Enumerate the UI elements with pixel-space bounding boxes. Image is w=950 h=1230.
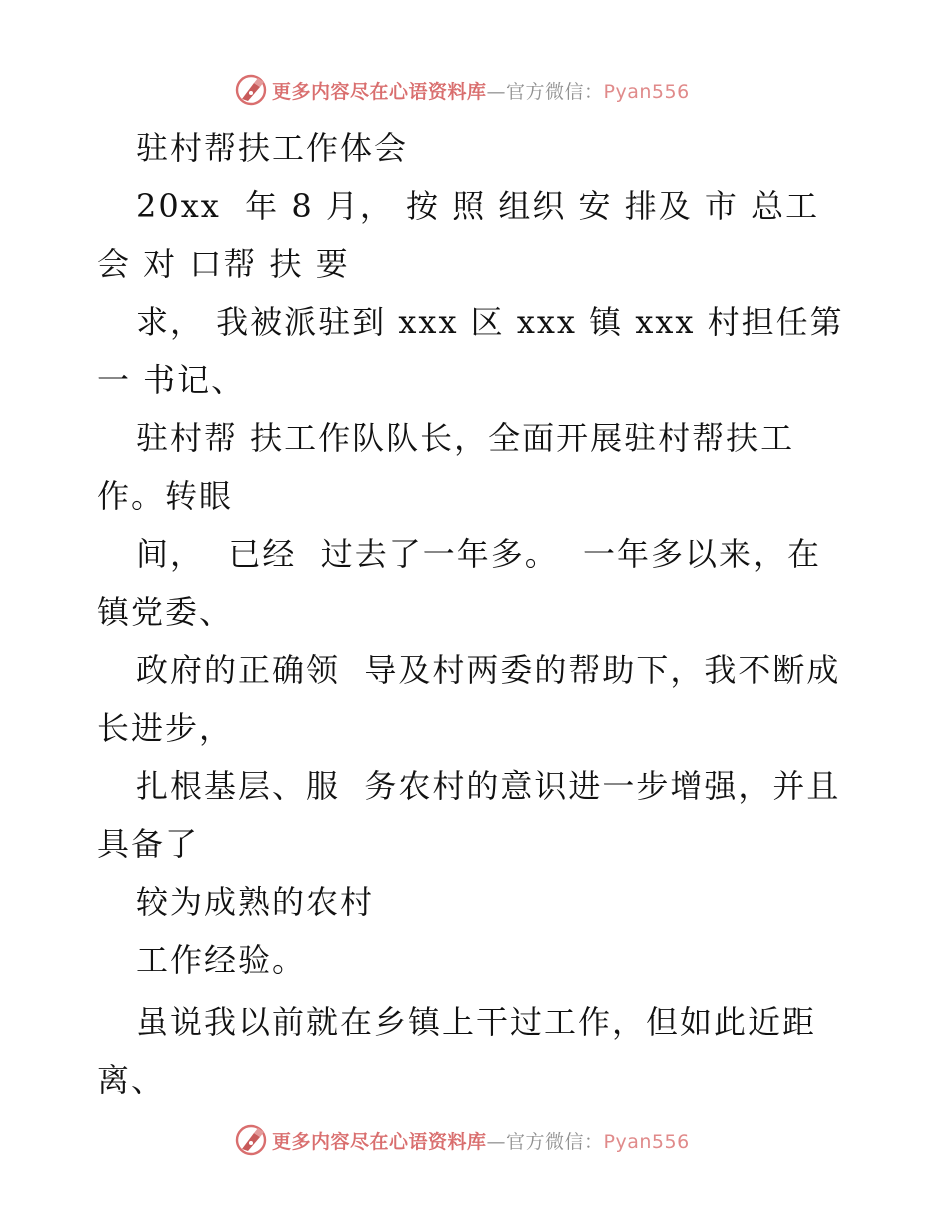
header-watermark-dash: — bbox=[486, 80, 507, 103]
header-watermark-text bbox=[272, 77, 690, 104]
paragraph-line: 长进步， bbox=[97, 709, 234, 747]
header-watermark-site: 更多内容尽在心语资料库 bbox=[272, 80, 487, 103]
footer-watermark-dash: — bbox=[486, 1130, 507, 1153]
paragraph-line: 政府的正确领 导及村两委的帮助下，我不断成 bbox=[136, 651, 841, 689]
pen-nib-logo-icon bbox=[234, 1123, 268, 1157]
paragraph-line: 驻村帮 扶工作队队长，全面开展驻村帮扶工 bbox=[136, 419, 795, 457]
footer-watermark-label: 官方微信： bbox=[506, 1130, 604, 1153]
paragraph-line: 镇党委、 bbox=[97, 593, 234, 631]
paragraph-line: 虽说我以前就在乡镇上干过工作，但如此近距 bbox=[136, 1003, 817, 1041]
paragraph-line: 一 书记、 bbox=[97, 361, 246, 399]
header-watermark-wechat-id: Pyan556 bbox=[603, 80, 690, 103]
paragraph-line: 作。转眼 bbox=[97, 477, 234, 515]
pen-nib-logo-icon bbox=[234, 73, 268, 107]
paragraph-line: 具备了 bbox=[97, 825, 200, 863]
footer-watermark bbox=[234, 1123, 690, 1157]
paragraph-line: 较为成熟的农村 bbox=[136, 883, 375, 921]
paragraph-line: 离、 bbox=[97, 1061, 166, 1099]
header-watermark bbox=[234, 73, 690, 107]
footer-watermark-site: 更多内容尽在心语资料库 bbox=[272, 1130, 487, 1153]
paragraph-line: 会 对 口帮 扶 要 bbox=[97, 245, 350, 283]
footer-watermark-wechat-id: Pyan556 bbox=[603, 1130, 690, 1153]
paragraph-line: 扎根基层、服 务农村的意识进一步增强，并且 bbox=[136, 767, 841, 805]
paragraph-line: 工作经验。 bbox=[136, 941, 307, 979]
paragraph-line: 求， 我被派驻到 xxx 区 xxx 镇 xxx 村担任第 bbox=[136, 303, 844, 341]
header-watermark-label: 官方微信： bbox=[506, 80, 604, 103]
paragraph-line: 20xx 年 8 月， 按 照 组织 安 排及 市 总工 bbox=[136, 187, 820, 225]
document-title: 驻村帮扶工作体会 bbox=[136, 129, 409, 167]
footer-watermark-text bbox=[272, 1127, 690, 1154]
paragraph-line: 间， 已经 过去了一年多。 一年多以来，在 bbox=[136, 535, 822, 573]
